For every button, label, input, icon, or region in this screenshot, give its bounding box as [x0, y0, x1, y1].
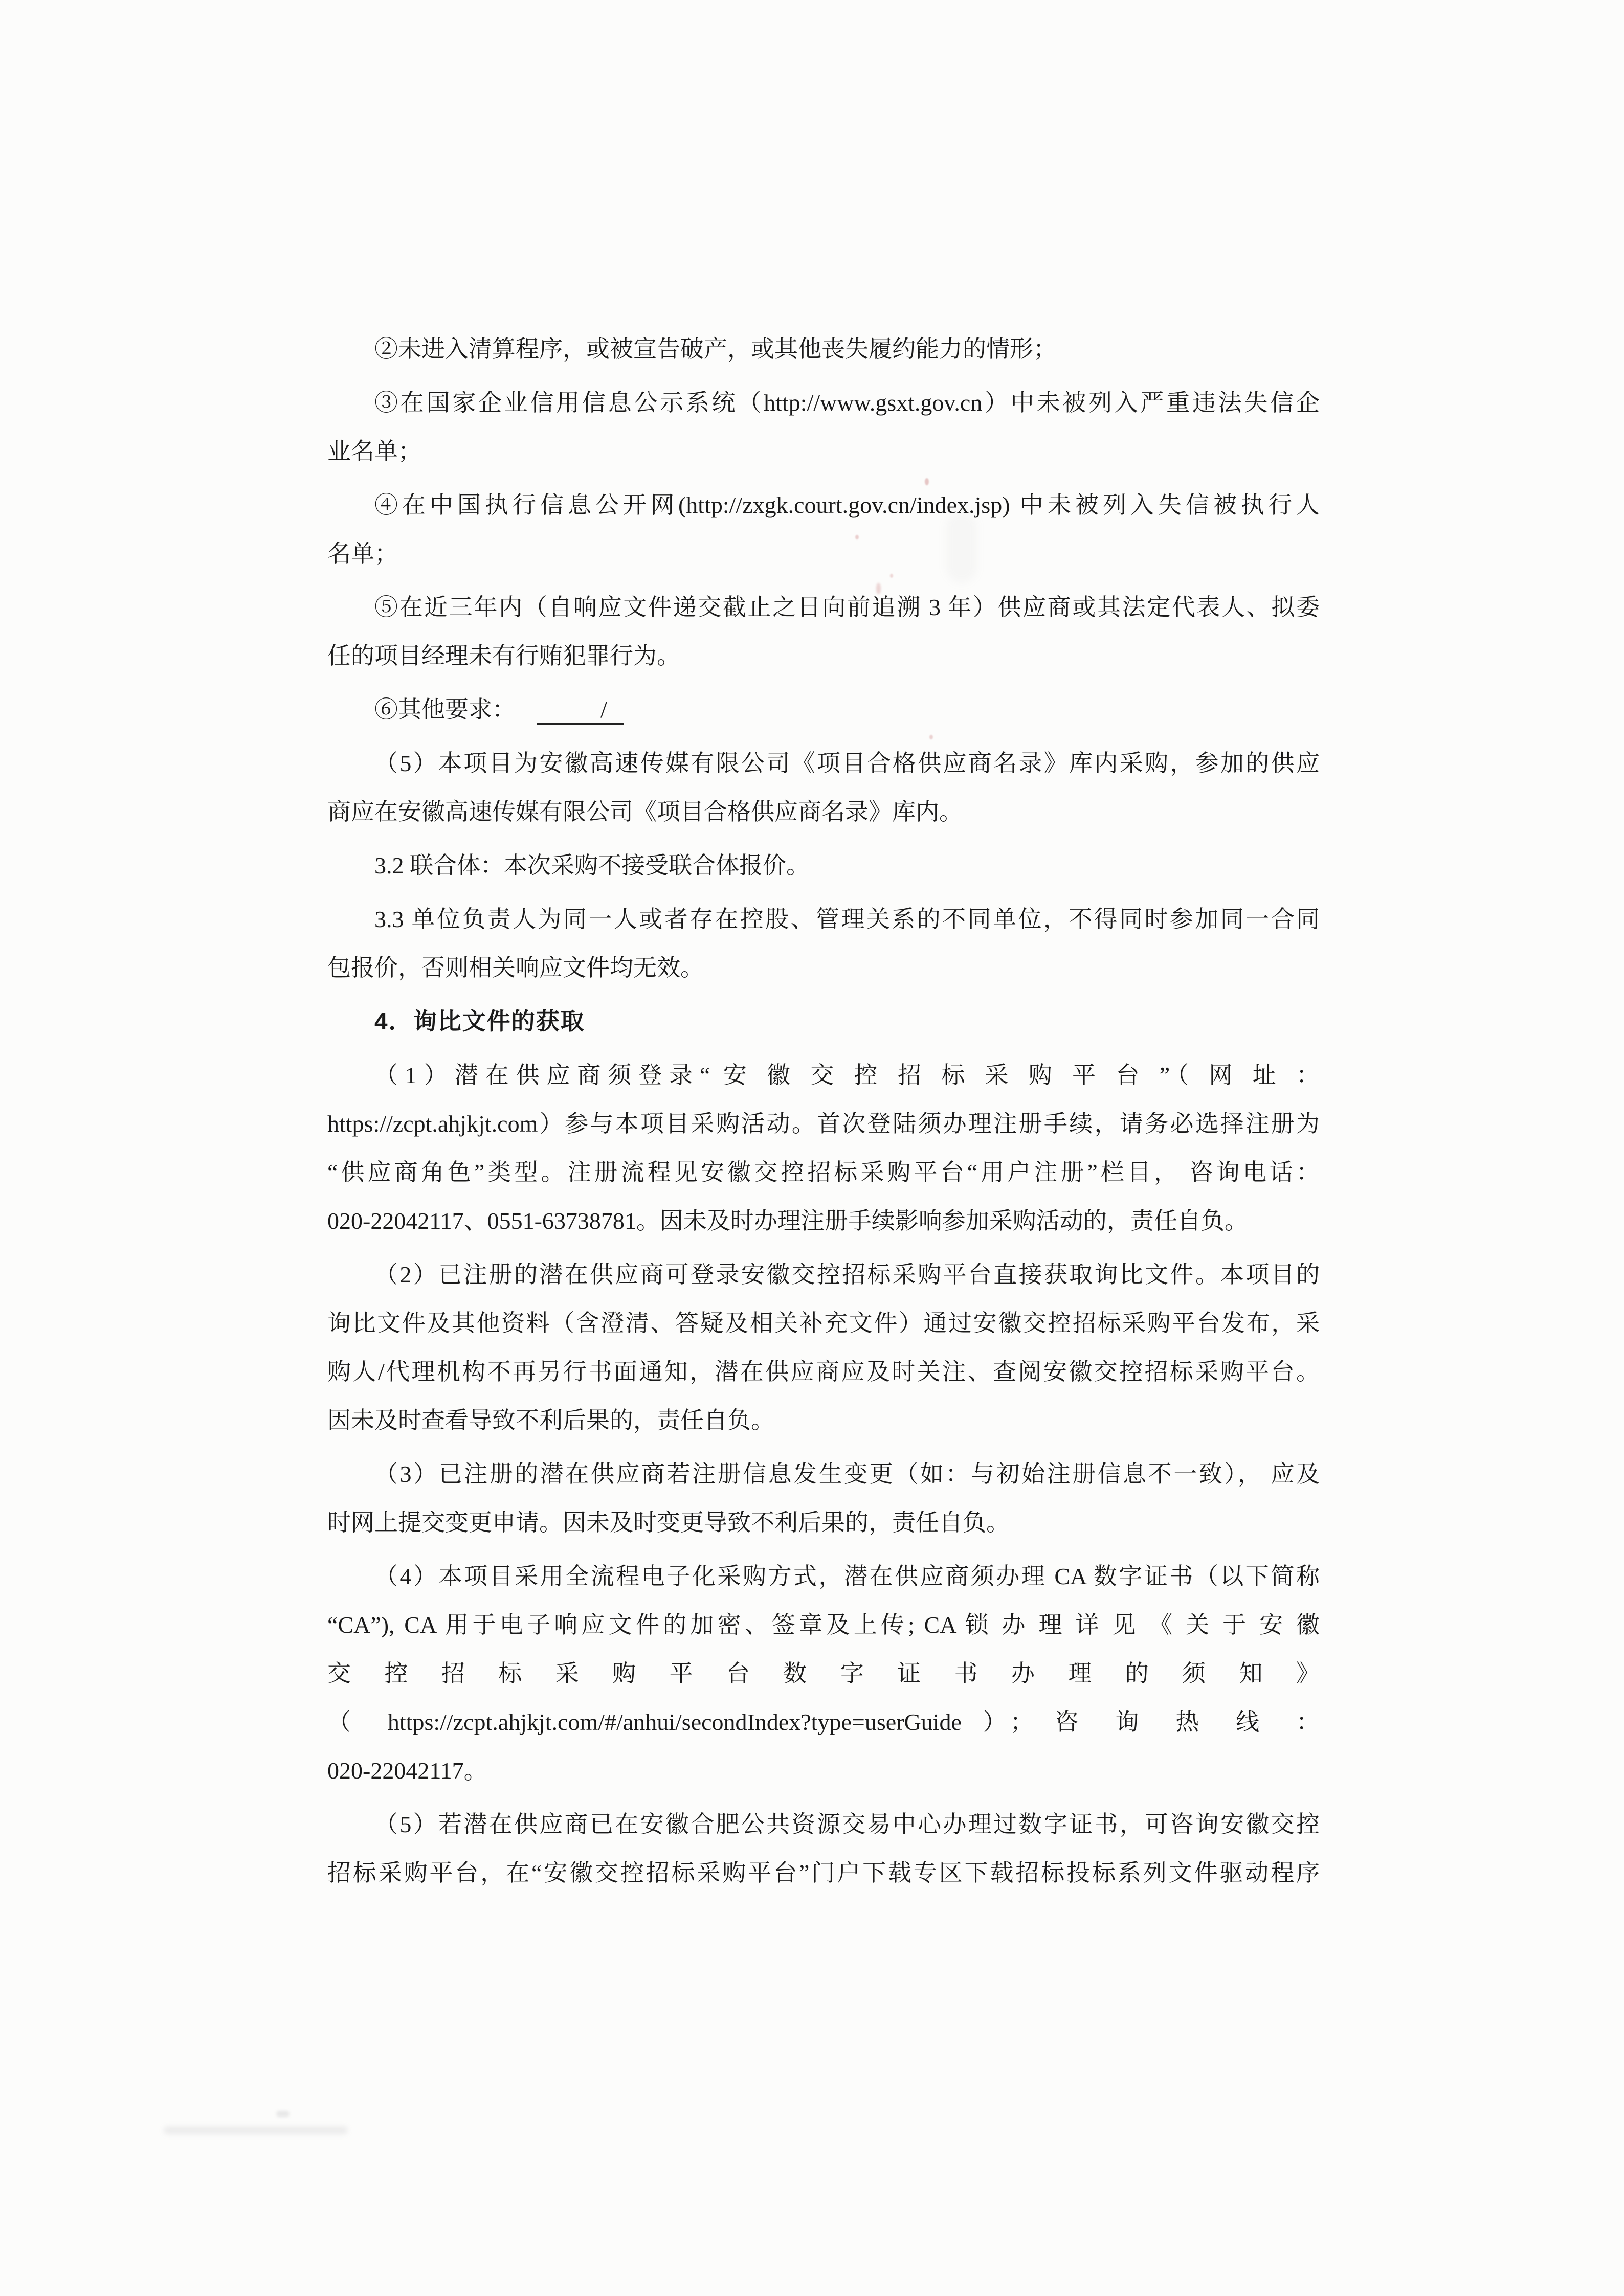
text-line: 名单； [327, 541, 398, 567]
text-line: ④在中国执行信息公开网(http://zxgk.court.gov.cn/index.jsp) 中未被列入失信被执行人 [374, 492, 1320, 518]
text-line: （ https://zcpt.ahjkjt.com/#/anhui/secondIndex?type=userGuide ）； 咨 询 热 线 ： [327, 1709, 1320, 1735]
text-line: https://zcpt.ahjkjt.com）参与本项目采购活动。首次登陆须办理注册手续，请务必选择注册为 [327, 1111, 1320, 1137]
text-line: （3）已注册的潜在供应商若注册信息发生变更（如：与初始注册信息不一致）， 应及 [374, 1461, 1320, 1487]
text-line: 包报价，否则相关响应文件均无效。 [327, 955, 704, 981]
text-line: 任的项目经理未有行贿犯罪行为。 [327, 643, 680, 669]
text-line-clause-3-2: 3.2 联合体：本次采购不接受联合体报价。 [374, 852, 810, 879]
text-line: 商应在安徽高速传媒有限公司《项目合格供应商名录》库内。 [327, 799, 963, 825]
text-line: “CA”), CA 用于电子响应文件的加密、签章及上传; CA 锁 办 理 详 见 《 关 于 安 徽 [327, 1612, 1320, 1638]
text-line: 020-22042117。 [327, 1758, 487, 1784]
other-requirements-label: ⑥其他要求： [374, 696, 516, 723]
text-line: （5）若潜在供应商已在安徽合肥公共资源交易中心办理过数字证书，可咨询安徽交控 [374, 1811, 1320, 1837]
text-line: （4）本项目采用全流程电子化采购方式，潜在供应商须办理 CA 数字证书（以下简称 [374, 1563, 1320, 1589]
text-line: ②未进入清算程序，或被宣告破产，或其他丧失履约能力的情形； [374, 336, 1057, 362]
text-line: 020-22042117、0551-63738781。因未及时办理注册手续影响参加采购活动的，责任自负。 [327, 1208, 1248, 1234]
text-line: “供应商角色”类型。注册流程见安徽交控招标采购平台“用户注册”栏目， 咨询电话： [327, 1159, 1320, 1185]
text-line: （5）本项目为安徽高速传媒有限公司《项目合格供应商名录》库内采购，参加的供应 [374, 750, 1320, 776]
section-heading-4: 4．询比文件的获取 [374, 1008, 585, 1034]
document-body-text [327, 325, 1320, 1897]
text-line: 业名单； [327, 438, 421, 464]
scan-artifact [276, 2111, 290, 2117]
text-line: 询比文件及其他资料（含澄清、答疑及相关补充文件）通过安徽交控招标采购平台发布，采 [327, 1310, 1320, 1336]
text-line: （2）已注册的潜在供应商可登录安徽交控招标采购平台直接获取询比文件。本项目的 [374, 1262, 1320, 1288]
text-line-clause-3-3: 3.3 单位负责人为同一人或者存在控股、管理关系的不同单位，不得同时参加同一合同 [374, 906, 1320, 932]
text-line: ③在国家企业信用信息公示系统（http://www.gsxt.gov.cn）中未被列入严重违法失信企 [374, 390, 1320, 416]
text-line: 招标采购平台，在“安徽交控招标采购平台”门户下载专区下载招标投标系列文件驱动程序 [327, 1860, 1320, 1886]
text-line: 购人/代理机构不再另行书面通知，潜在供应商应及时关注、查阅安徽交控招标采购平台。 [327, 1359, 1320, 1385]
text-line-other-requirements [327, 685, 1320, 734]
text-line: 时网上提交变更申请。因未及时变更导致不利后果的，责任自负。 [327, 1510, 1010, 1536]
text-line: ⑤在近三年内（自响应文件递交截止之日向前追溯 3 年）供应商或其法定代表人、拟委 [374, 594, 1320, 620]
scan-artifact [164, 2126, 348, 2134]
text-line: （1）潜在供应商须登录“ 安 徽 交 控 招 标 采 购 平 台 ”（ 网 址 ： [374, 1062, 1320, 1088]
text-line: 因未及时查看导致不利后果的，责任自负。 [327, 1407, 774, 1433]
text-line: 交 控 招 标 采 购 平 台 数 字 证 书 办 理 的 须 知 》 [327, 1660, 1320, 1686]
fill-in-blank-underline: / [537, 697, 624, 725]
